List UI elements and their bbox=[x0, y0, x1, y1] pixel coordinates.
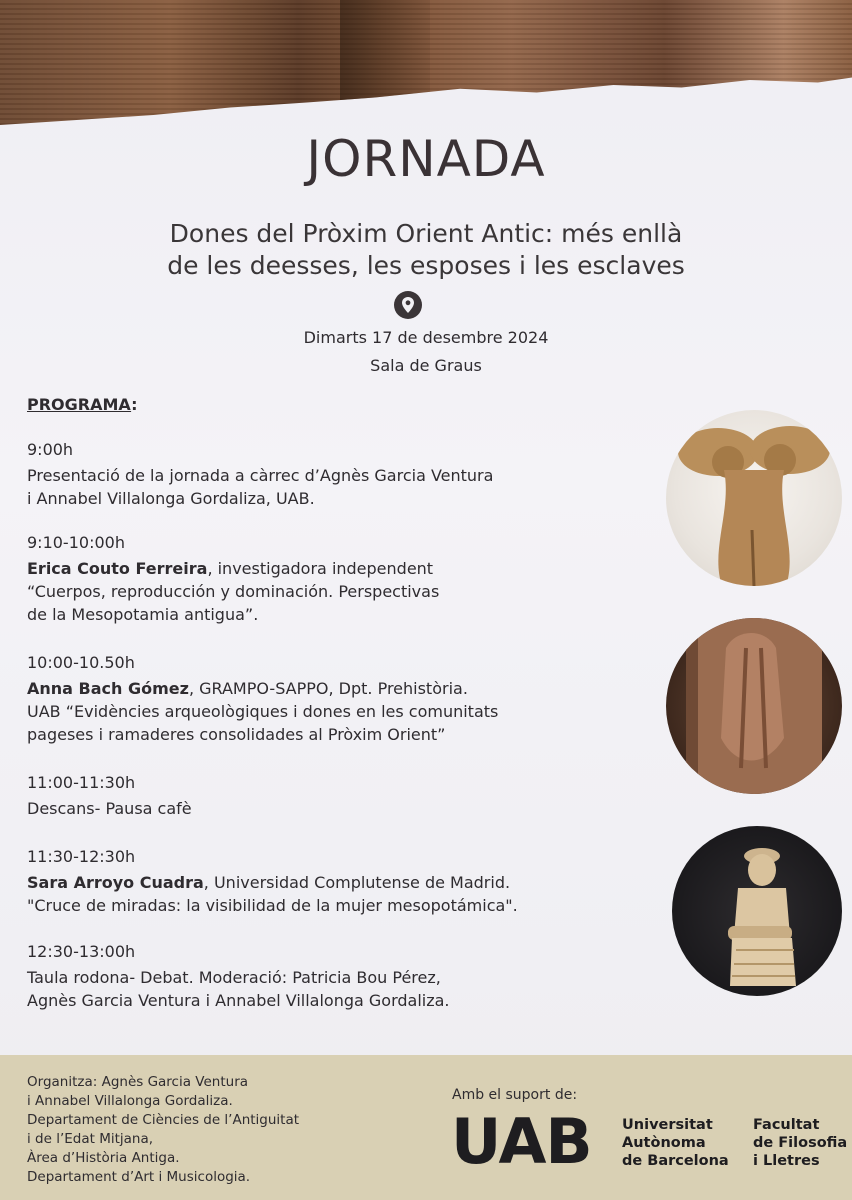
program-item-line: Taula rodona- Debat. Moderació: Patricia Bou Pérez, bbox=[27, 968, 441, 987]
header-photo-strip bbox=[0, 0, 852, 125]
program-item-time: 12:30-13:00h bbox=[27, 942, 136, 961]
university-name-line: Autònoma bbox=[622, 1135, 706, 1151]
speaker-affiliation: , Universidad Complutense de Madrid. bbox=[203, 873, 511, 892]
figurine-photo-3 bbox=[672, 826, 842, 996]
program-item-line: UAB “Evidències arqueològiques i dones en les comunitats bbox=[27, 702, 499, 721]
faculty-name-line: de Filosofia bbox=[753, 1135, 848, 1151]
program-item-time: 11:00-11:30h bbox=[27, 773, 136, 792]
program-item bbox=[27, 651, 667, 746]
program-item-speaker-line bbox=[27, 677, 667, 700]
program-item-line: Descans- Pausa cafè bbox=[27, 799, 192, 818]
program-item-line: i Annabel Villalonga Gordaliza, UAB. bbox=[27, 489, 315, 508]
organizers-block bbox=[27, 1073, 299, 1187]
program-item-line: "Cruce de miradas: la visibilidad de la mujer mesopotámica". bbox=[27, 896, 518, 915]
support-label: Amb el suport de: bbox=[452, 1087, 578, 1103]
organizer-line: Departament d’Art i Musicologia. bbox=[27, 1169, 251, 1185]
program-item-time: 9:00h bbox=[27, 440, 74, 459]
program-item bbox=[27, 940, 667, 1012]
program-item-line: “Cuerpos, reproducción y dominación. Perspectivas bbox=[27, 582, 440, 601]
program-item bbox=[27, 438, 667, 510]
program-item-line: Agnès Garcia Ventura i Annabel Villalonga Gordaliza. bbox=[27, 991, 450, 1010]
program-item-time: 10:00-10.50h bbox=[27, 653, 135, 672]
faculty-name-line: Facultat bbox=[753, 1117, 820, 1133]
page-title: JORNADA bbox=[306, 130, 546, 188]
university-name-line: Universitat bbox=[622, 1117, 713, 1133]
uab-logo: UAB bbox=[451, 1105, 592, 1178]
figurine-photo-2 bbox=[666, 618, 842, 794]
faculty-name bbox=[753, 1116, 847, 1170]
university-name-line: de Barcelona bbox=[622, 1153, 729, 1169]
program-item-line: pageses i ramaderes consolidades al Pròxim Orient” bbox=[27, 725, 446, 744]
organizer-line: Organitza: Agnès Garcia Ventura bbox=[27, 1074, 249, 1090]
faculty-name-line: i Lletres bbox=[753, 1153, 820, 1169]
speaker-affiliation: , investigadora independent bbox=[207, 559, 434, 578]
program-heading-colon: : bbox=[131, 395, 138, 414]
program-item-time: 11:30-12:30h bbox=[27, 847, 136, 866]
program-item bbox=[27, 845, 667, 917]
subtitle-line-2: de les deesses, les esposes i les esclaves bbox=[167, 251, 685, 280]
organizer-line: i Annabel Villalonga Gordaliza. bbox=[27, 1093, 233, 1109]
program-item bbox=[27, 771, 667, 820]
program-item-line: Presentació de la jornada a càrrec d’Agnès Garcia Ventura bbox=[27, 466, 494, 485]
seated-statue-image bbox=[672, 826, 842, 996]
program-item-speaker-line bbox=[27, 557, 667, 580]
location-pin-icon bbox=[393, 290, 423, 320]
organizer-line: i de l’Edat Mitjana, bbox=[27, 1131, 154, 1147]
speaker-name: Erica Couto Ferreira bbox=[27, 559, 208, 578]
speaker-name: Sara Arroyo Cuadra bbox=[27, 873, 204, 892]
program-item bbox=[27, 531, 667, 626]
program-item-line: de la Mesopotamia antigua”. bbox=[27, 605, 259, 624]
event-date: Dimarts 17 de desembre 2024 bbox=[303, 328, 549, 347]
clay-figurine-image bbox=[666, 410, 842, 586]
speaker-affiliation: , GRAMPO-SAPPO, Dpt. Prehistòria. bbox=[188, 679, 468, 698]
event-subtitle bbox=[60, 218, 792, 282]
program-heading bbox=[27, 395, 138, 414]
program-item-speaker-line bbox=[27, 871, 667, 894]
program-heading-text: PROGRAMA bbox=[27, 395, 132, 414]
organizer-line: Departament de Ciències de l’Antiguitat bbox=[27, 1112, 300, 1128]
subtitle-line-1: Dones del Pròxim Orient Antic: més enllà bbox=[169, 219, 683, 248]
university-name bbox=[622, 1116, 729, 1170]
organizer-line: Àrea d’Història Antiga. bbox=[27, 1150, 180, 1166]
program-item-time: 9:10-10:00h bbox=[27, 533, 125, 552]
event-venue: Sala de Graus bbox=[370, 356, 482, 375]
stone-relief-image bbox=[666, 618, 842, 794]
figurine-photo-1 bbox=[666, 410, 842, 586]
speaker-name: Anna Bach Gómez bbox=[27, 679, 189, 698]
